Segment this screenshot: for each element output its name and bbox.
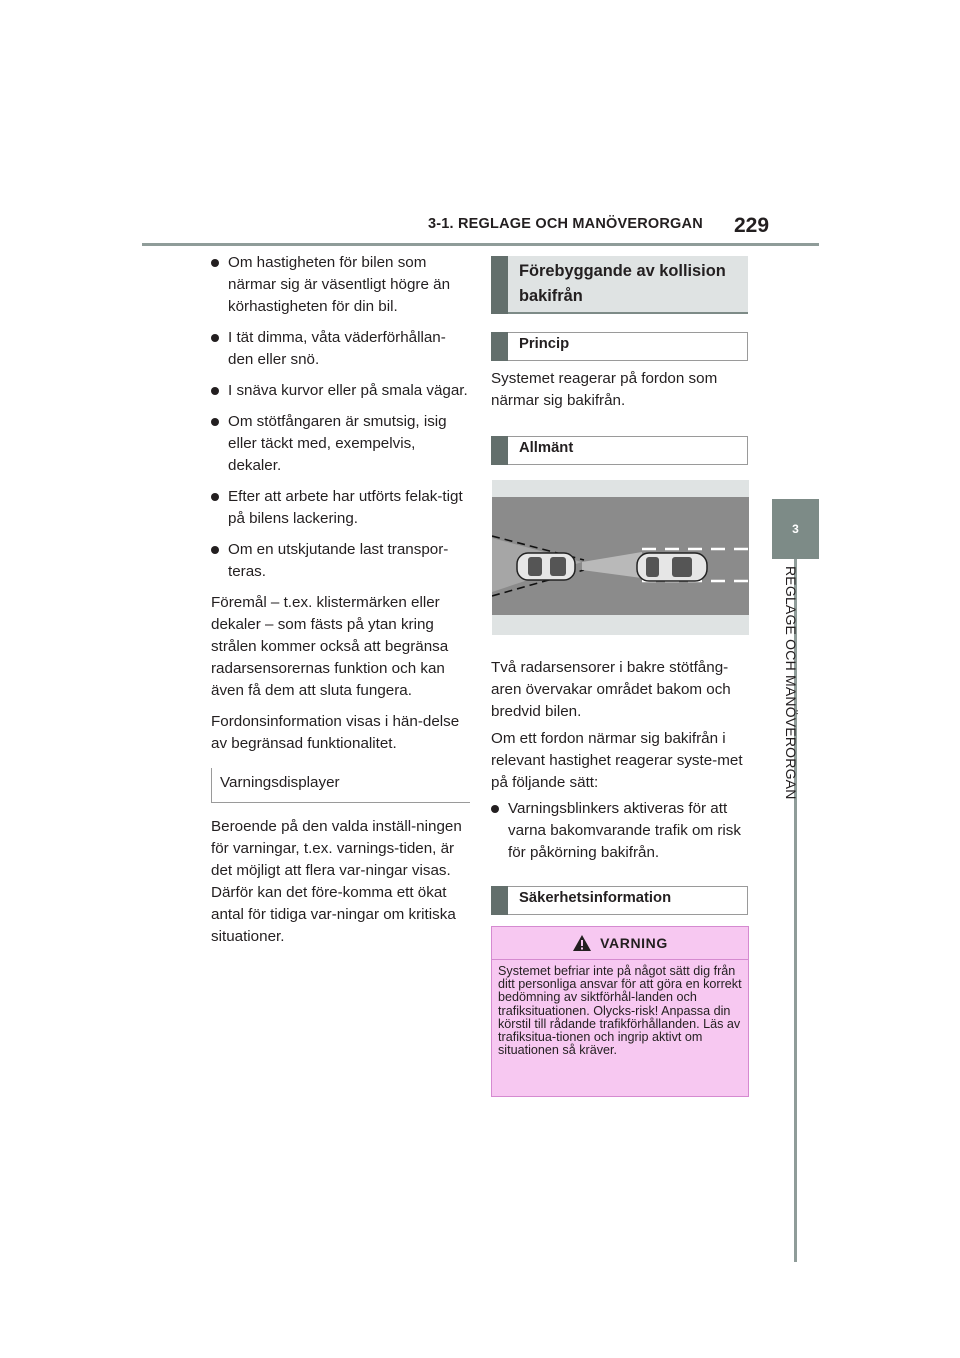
list-item bbox=[211, 411, 469, 477]
bullet-dot-icon bbox=[211, 387, 219, 395]
list-item-text: Varningsblinkers aktiveras för att varna bakomvarande trafik om risk för påkörning bakifrån. bbox=[508, 800, 741, 861]
subsection-heading-principle bbox=[491, 332, 748, 361]
heading-bar bbox=[491, 886, 508, 915]
list-item-text: Om en utskjutande last transpor-teras. bbox=[228, 541, 449, 580]
list-item-text: Om hastigheten för bilen som närmar sig är väsentligt högre än körhastigheten för din bil. bbox=[228, 254, 451, 315]
heading-bar bbox=[491, 436, 508, 465]
rear-radar-diagram bbox=[492, 480, 749, 635]
heading-bar bbox=[491, 256, 508, 314]
list-item bbox=[211, 539, 469, 583]
paragraph: Systemet reagerar på fordon som närmar sig bakifrån. bbox=[491, 370, 718, 409]
list-item bbox=[211, 486, 469, 530]
chapter-number: 3 bbox=[792, 522, 799, 536]
subsection-heading-text: Säkerhetsinformation bbox=[519, 890, 672, 906]
list-item bbox=[491, 798, 746, 864]
list-item-text: I tät dimma, våta väderförhållan-den eller snö. bbox=[228, 329, 446, 368]
list-item bbox=[211, 327, 469, 371]
paragraph: Fordonsinformation visas i hän-delse av begränsad funktionalitet. bbox=[211, 713, 460, 752]
chapter-label: REGLAGE OCH MANÖVERORGAN bbox=[783, 566, 799, 800]
paragraph: Föremål – t.ex. klistermärken eller dekaler – som fästs på ytan kring strålen kommer också att begränsa radarsensorernas funktion och kan även få dem att sluta fungera. bbox=[211, 594, 449, 699]
list-item-text: Om stötfångaren är smutsig, isig eller täckt med, exempelvis, dekaler. bbox=[228, 413, 447, 474]
ego-car-icon bbox=[637, 553, 707, 581]
radar-illustration bbox=[492, 480, 749, 635]
list-item bbox=[491, 798, 746, 864]
page-number: 229 bbox=[734, 214, 770, 237]
list-item-text: Efter att arbete har utförts felak-tigt på bilens lackering. bbox=[228, 488, 463, 527]
list-item bbox=[211, 380, 469, 402]
running-header-section: 3-1. REGLAGE OCH MANÖVERORGAN bbox=[428, 216, 703, 232]
section-heading-text: Förebyggande av kollision bakifrån bbox=[519, 262, 726, 305]
subsection-heading-general bbox=[491, 436, 748, 465]
bullet-dot-icon bbox=[211, 259, 219, 267]
left-column bbox=[211, 252, 469, 957]
bullet-dot-icon bbox=[211, 334, 219, 342]
bullet-dot-icon bbox=[211, 418, 219, 426]
chapter-tab bbox=[772, 499, 819, 559]
warning-header bbox=[492, 927, 748, 960]
section-heading bbox=[491, 256, 748, 314]
heading-bar bbox=[491, 332, 508, 361]
bullet-dot-icon bbox=[211, 546, 219, 554]
warning-text: Systemet befriar inte på något sätt dig från ditt personliga ansvar för att göra en korrekt bedömning av siktförhål-landen och trafiksituationen. Olycks-risk! Anpassa din körstil till rådande trafikförhållanden. Läs av trafiksitua-tionen och ingrip aktivt om situationen så kräver. bbox=[498, 964, 742, 1058]
following-car-icon bbox=[517, 553, 575, 580]
subsection-heading-text: Allmänt bbox=[519, 440, 574, 456]
bullet-dot-icon bbox=[491, 805, 499, 813]
header-rule bbox=[142, 243, 819, 246]
subsection-heading-safety bbox=[491, 886, 748, 915]
bullet-dot-icon bbox=[211, 493, 219, 501]
subheading-warning-displays: Varningsdisplayer bbox=[211, 768, 470, 803]
list-item bbox=[211, 252, 469, 318]
warning-triangle-icon bbox=[572, 934, 592, 952]
warning-box bbox=[491, 926, 749, 1097]
paragraph: Beroende på den valda inställ-ningen för varningar, t.ex. varnings-tiden, är det möjligt att flera var-ningar visas. Därför kan det före-komma ett ökat antal för tidiga var-ningar om kritiska situationer. bbox=[211, 818, 462, 945]
subsection-heading-text: Princip bbox=[519, 336, 570, 352]
warning-title: VARNING bbox=[600, 935, 668, 951]
paragraph: Två radarsensorer i bakre stötfång-aren övervakar området bakom och bredvid bilen. bbox=[491, 659, 731, 720]
paragraph: Om ett fordon närmar sig bakifrån i relevant hastighet reagerar syste-met på följande sätt: bbox=[491, 730, 743, 791]
list-item-text: I snäva kurvor eller på smala vägar. bbox=[228, 382, 468, 399]
